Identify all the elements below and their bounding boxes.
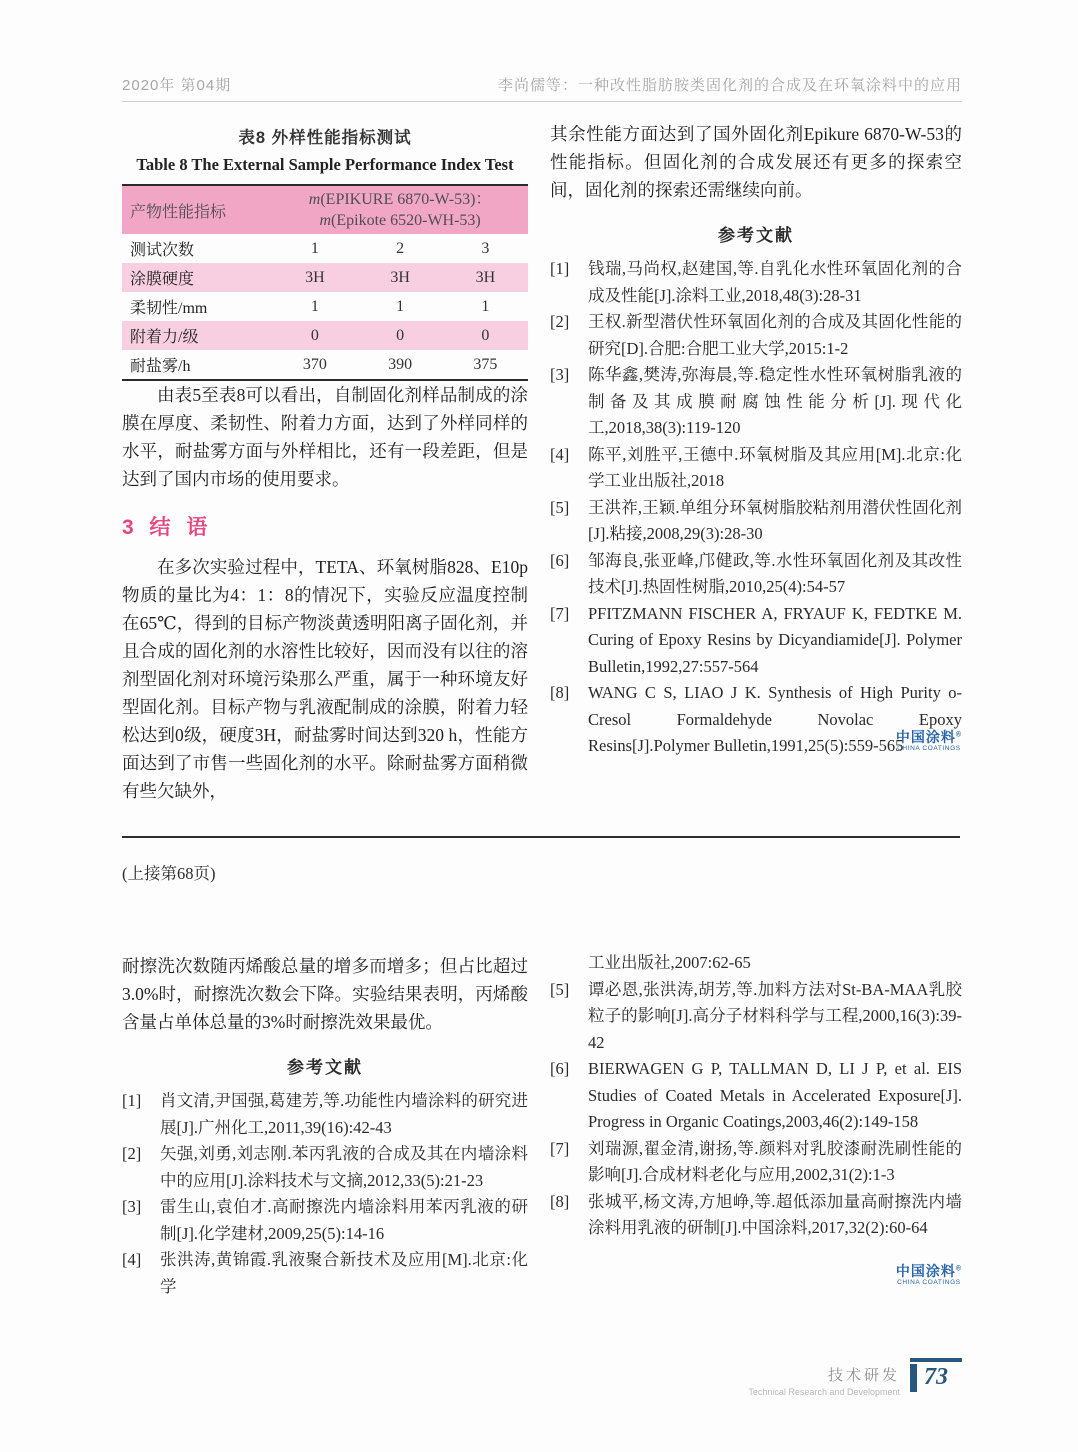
reference-item xyxy=(550,977,962,1057)
reference-item xyxy=(550,1136,962,1189)
references-title: 参考文献 xyxy=(718,226,794,245)
bottom-left-column xyxy=(122,952,528,1300)
reference-item xyxy=(122,1247,528,1300)
reference-text: 钱瑞,马尚权,赵建国,等.自乳化水性环氧固化剂的合成及性能[J].涂料工业,2018,48(3):28-31 xyxy=(588,259,962,305)
page-footer xyxy=(748,1358,962,1397)
row-label: 附着力/级 xyxy=(130,329,199,346)
cell: 3H xyxy=(475,268,496,286)
paragraph-conclusion-continued: 其余性能方面达到了国外固化剂Epikure 6870-W-53的性能指标。但固化剂的合成发展还有更多的探索空间，固化剂的探索还需继续向前。 xyxy=(550,124,962,200)
reference-number: [4] xyxy=(122,1250,142,1269)
cell: 375 xyxy=(473,355,498,373)
reference-item xyxy=(550,362,962,442)
references-list xyxy=(550,977,962,1242)
issue-label: 2020年 第04期 xyxy=(122,77,232,94)
reference-text: 陈华鑫,樊涛,弥海晨,等.稳定性水性环氧树脂乳液的制备及其成膜耐腐蚀性能分析[J].现代化工,2018,38(3):119-120 xyxy=(588,365,962,437)
reference-number: [6] xyxy=(550,550,570,570)
cell: 370 xyxy=(302,355,327,373)
logo-chinese-text: 中国涂料® xyxy=(895,1262,962,1279)
reference-item xyxy=(550,309,962,362)
page-number-bar xyxy=(910,1364,917,1392)
footer-section-cn: 技术研发 xyxy=(827,1367,900,1384)
reference-item xyxy=(550,1189,962,1242)
top-left-column xyxy=(122,122,528,805)
reference-number: [2] xyxy=(550,312,570,331)
reference-text: 张城平,杨文涛,方旭峥,等.超低添加量高耐擦洗内墙涂料用乳液的研制[J].中国涂料,2017,32(2):60-64 xyxy=(588,1191,962,1237)
reference-item xyxy=(550,495,962,548)
reference-number: [2] xyxy=(122,1144,142,1163)
reference-text: 刘瑞源,翟金清,谢扬,等.颜料对乳胶漆耐洗刷性能的影响[J].合成材料老化与应用,2002,31(2):1-3 xyxy=(588,1138,962,1184)
reference-text: 张洪涛,黄锦霞.乳液聚合新技术及应用[M].北京:化学 xyxy=(160,1250,528,1296)
table-row xyxy=(122,263,528,292)
ratio-m2: m xyxy=(319,212,332,229)
reference-text: WANG C S, LIAO J K. Synthesis of High Purity o-Cresol Formaldehyde Novolac Epoxy Resins[J].Polymer Bulletin,1991,25(5):559-565 xyxy=(588,683,962,755)
china-coatings-logo xyxy=(896,1264,962,1287)
row-label: 耐盐雾/h xyxy=(130,358,191,375)
reference-number: [7] xyxy=(550,603,570,623)
continued-from-note: (上接第68页) xyxy=(122,864,216,883)
ratio-m1: m xyxy=(308,191,321,208)
cell: 1 xyxy=(310,297,319,315)
reference-text: 王权.新型潜伏性环氧固化剂的合成及其固化性能的研究[D].合肥:合肥工业大学,2015:1-2 xyxy=(588,312,962,358)
cell: 3H xyxy=(305,268,325,286)
reference-item xyxy=(550,601,962,681)
reference-number: [6] xyxy=(550,1059,570,1078)
ratio-line-2 xyxy=(276,210,524,231)
logo-english-text: CHINA COATINGS xyxy=(897,744,961,752)
performance-table xyxy=(122,184,528,381)
reference-item xyxy=(122,1088,528,1141)
ratio-line-1 xyxy=(276,189,524,210)
table-caption-en: Table 8 The External Sample Performance Index Test xyxy=(136,155,514,174)
cell: 0 xyxy=(310,326,319,344)
registered-mark-icon: ® xyxy=(955,730,962,738)
reference-text: 王洪祚,王颖.单组分环氧树脂胶粘剂用潜伏性固化剂[J].粘接,2008,29(3):28-30 xyxy=(588,497,962,543)
reference-item xyxy=(122,1141,528,1194)
reference-number: [8] xyxy=(550,683,570,702)
table-row xyxy=(122,350,528,380)
paragraph-conclusion: 在多次实验过程中，TETA、环氧树脂828、E10p物质的量比为4：1：8的情况下，实验反应温度控制在65℃，得到的目标产物淡黄透明阳离子固化剂，并且合成的固化剂的水溶性比较好，因而没有以往的溶剂型固化剂对环境污染那么严重，属于一种环境友好型固化剂。目标产物与乳液配制成的涂膜，附着力轻松达到0级，硬度3H，耐盐雾时间达到320 h，性能方面达到了市售一些固化剂的水平。除耐盐雾方面稍微有些欠缺外， xyxy=(122,557,528,801)
reference-number: [1] xyxy=(122,1091,142,1110)
reference-number: [8] xyxy=(550,1191,570,1211)
footer-section-labels xyxy=(748,1358,900,1397)
table-row xyxy=(122,234,528,263)
reference-text: 雷生山,袁伯才.高耐擦洗内墙涂料用苯丙乳液的研制[J].化学建材,2009,25(5):14-16 xyxy=(160,1197,528,1243)
logo-chinese-text: 中国涂料® xyxy=(895,728,962,745)
ratio-text-1: (EPIKURE 6870-W-53)： xyxy=(320,191,492,208)
page-header xyxy=(122,74,962,95)
row-label: 柔韧性/mm xyxy=(130,300,208,317)
reference-number: [4] xyxy=(550,444,570,464)
row-label: 测试次数 xyxy=(130,242,195,259)
reference-item xyxy=(550,1056,962,1136)
table-header-label: 产物性能指标 xyxy=(122,185,272,234)
logo-english-text: CHINA COATINGS xyxy=(897,1278,961,1286)
reference-number: [3] xyxy=(550,365,570,384)
paragraph-discussion: 由表5至表8可以看出，自制固化剂样品制成的涂膜在厚度、柔韧性、附着力方面，达到了外样同样的水平，耐盐雾方面与外样相比，还有一段差距，但是达到了国内市场的使用要求。 xyxy=(122,385,528,489)
bottom-right-column xyxy=(550,950,962,1286)
reference-item xyxy=(550,256,962,309)
header-divider xyxy=(122,101,962,102)
table-row xyxy=(122,321,528,350)
reference-text: PFITZMANN FISCHER A, FRYAUF K, FEDTKE M. Curing of Epoxy Resins by Dicyandiamide[J]. Polymer Bulletin,1992,27:557-564 xyxy=(588,603,962,676)
section-heading-conclusion: 3 结 语 xyxy=(122,516,213,539)
footer-section-en: Technical Research and Development xyxy=(748,1387,900,1397)
page-number: 73 xyxy=(924,1364,948,1390)
row-label: 涂膜硬度 xyxy=(130,271,195,288)
reference-number: [7] xyxy=(550,1138,570,1158)
reference-number: [5] xyxy=(550,497,570,517)
reference-text: BIERWAGEN G P, TALLMAN D, LI J P, et al. EIS Studies of Coated Metals in Accelerated Exposure[J]. Progress in Organic Coatings,2003,46(2):149-158 xyxy=(588,1059,962,1131)
cell: 3H xyxy=(390,268,410,286)
cell: 1 xyxy=(396,297,405,315)
reference-text: 陈平,刘胜平,王德中.环氧树脂及其应用[M].北京:化学工业出版社,2018 xyxy=(588,444,962,490)
paragraph-scrub-resistance: 耐擦洗次数随丙烯酸总量的增多而增多；但占比超过3.0%时，耐擦洗次数会下降。实验结果表明，丙烯酸含量占单体总量的3%时耐擦洗效果最优。 xyxy=(122,956,528,1032)
cell: 0 xyxy=(396,326,405,344)
reference-number: [1] xyxy=(550,259,570,278)
cell: 2 xyxy=(396,239,405,257)
cell: 0 xyxy=(481,326,490,344)
china-coatings-logo xyxy=(896,730,962,753)
top-right-column xyxy=(550,120,962,755)
reference-text: 邹海良,张亚峰,邝健政,等.水性环氧固化剂及其改性技术[J].热固性树脂,2010,25(4):54-57 xyxy=(588,550,962,596)
logo-row xyxy=(550,1264,962,1287)
registered-mark-icon: ® xyxy=(955,1264,962,1272)
cell: 390 xyxy=(388,355,413,373)
reference-number: [5] xyxy=(550,979,570,999)
reference-item xyxy=(550,442,962,495)
cell: 3 xyxy=(481,239,490,257)
reference-item xyxy=(550,548,962,601)
reference-continuation xyxy=(550,950,962,977)
reference-text: 矢强,刘勇,刘志刚.苯丙乳液的合成及其在内墙涂料中的应用[J].涂料技术与文摘,2012,33(5):21-23 xyxy=(160,1144,528,1190)
table-row xyxy=(122,292,528,321)
reference-number-spacer xyxy=(550,950,588,977)
references-list xyxy=(122,1088,528,1300)
section-divider xyxy=(122,836,960,838)
reference-item xyxy=(122,1194,528,1247)
table-header-row xyxy=(122,185,528,234)
references-title: 参考文献 xyxy=(287,1058,363,1077)
page-number-box xyxy=(910,1358,962,1392)
ratio-text-2: (Epikote 6520-WH-53) xyxy=(331,212,481,229)
table-header-ratio xyxy=(272,185,528,234)
cell: 1 xyxy=(481,297,490,315)
running-title: 李尚儒等：一种改性脂肪胺类固化剂的合成及在环氧涂料中的应用 xyxy=(497,77,962,94)
reference-number: [3] xyxy=(122,1197,142,1216)
table-caption-cn: 表8 外样性能指标测试 xyxy=(238,129,412,147)
reference-text: 肖文清,尹国强,葛建芳,等.功能性内墙涂料的研究进展[J].广州化工,2011,39(16):42-43 xyxy=(160,1091,528,1137)
references-list xyxy=(550,256,962,760)
cell: 1 xyxy=(310,239,319,257)
reference-text: 谭必恩,张洪涛,胡芳,等.加料方法对St-BA-MAA乳胶粒子的影响[J].高分子材料科学与工程,2000,16(3):39-42 xyxy=(588,979,962,1052)
reference-text: 工业出版社,2007:62-65 xyxy=(588,953,751,972)
